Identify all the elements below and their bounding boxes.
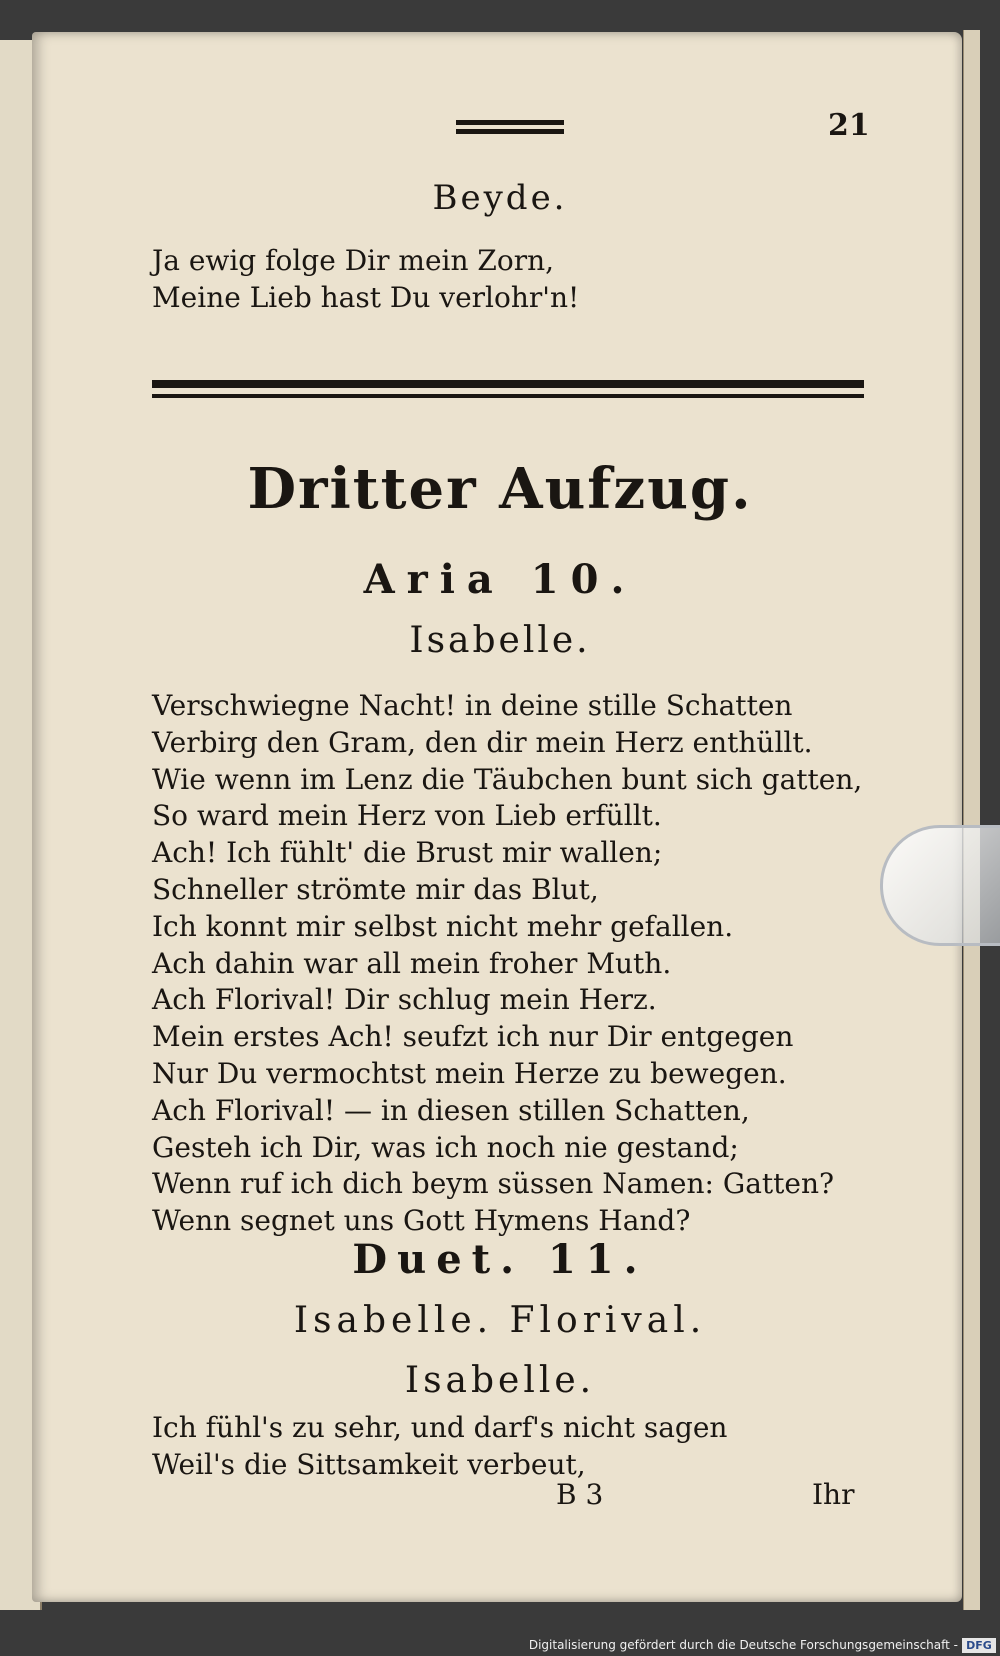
verse-line: Wie wenn im Lenz die Täubchen bunt sich gatten, (152, 762, 863, 796)
verse-line: Wenn ruf ich dich beym süssen Namen: Gatten? (152, 1167, 835, 1201)
speaker-heading-isabelle: Isabelle. (409, 620, 591, 661)
beyde-verse (152, 243, 579, 317)
verse-line: Verschwiegne Nacht! in deine stille Schatten (152, 689, 793, 722)
verse-line: Ich konnt mir selbst nicht mehr gefallen. (152, 909, 734, 943)
verse-line: So ward mein Herz von Lieb erfüllt. (152, 799, 662, 833)
verse-line: Wenn segnet uns Gott Hymens Hand? (152, 1204, 691, 1238)
aria-verse (152, 688, 862, 1240)
speaker-heading-beyde: Beyde. (432, 178, 568, 218)
verse-line: Ach dahin war all mein froher Muth. (152, 946, 672, 980)
verse-line: Ja ewig folge Dir mein Zorn, (152, 244, 555, 277)
duet-verse (152, 1410, 727, 1484)
digitization-credit: Digitalisierung gefördert durch die Deutsche Forschungsgemeinschaft - (528, 1638, 958, 1652)
verse-line: Ach Florival! Dir schlug mein Herz. (152, 983, 657, 1017)
verse-line: Meine Lieb hast Du verlohr'n! (152, 280, 580, 314)
section-divider-rule (152, 380, 864, 404)
verse-line: Schneller strömte mir das Blut, (152, 872, 599, 906)
act-title: Dritter Aufzug. (247, 456, 753, 522)
duet-title: Duet. 11. (352, 1236, 648, 1283)
speaker-heading-isabelle: Isabelle. (404, 1360, 596, 1401)
verse-line: Ach Florival! — in diesen stillen Schatten, (152, 1093, 750, 1127)
header-ornament (456, 120, 564, 136)
verse-line: Verbirg den Gram, den dir mein Herz enthüllt. (152, 725, 813, 759)
page-number: 21 (828, 108, 870, 143)
verse-line: Ach! Ich fühlt' die Brust mir wallen; (152, 836, 663, 870)
catchword: Ihr (812, 1478, 855, 1511)
dfg-logo: DFG (962, 1638, 996, 1653)
verse-line: Weil's die Sittsamkeit verbeut, (152, 1447, 586, 1481)
verse-line: Nur Du vermochtst mein Herze zu bewegen. (152, 1056, 787, 1090)
duet-cast: Isabelle. Florival. (293, 1300, 707, 1341)
glass-clip (880, 825, 1000, 946)
verse-line: Ich fühl's zu sehr, und darf's nicht sagen (152, 1411, 728, 1444)
aria-title: Aria 10. (363, 556, 637, 603)
verse-line: Gesteh ich Dir, was ich noch nie gestand; (152, 1130, 739, 1164)
signature-mark: B 3 (556, 1478, 604, 1511)
verse-line: Mein erstes Ach! seufzt ich nur Dir entgegen (152, 1020, 794, 1054)
